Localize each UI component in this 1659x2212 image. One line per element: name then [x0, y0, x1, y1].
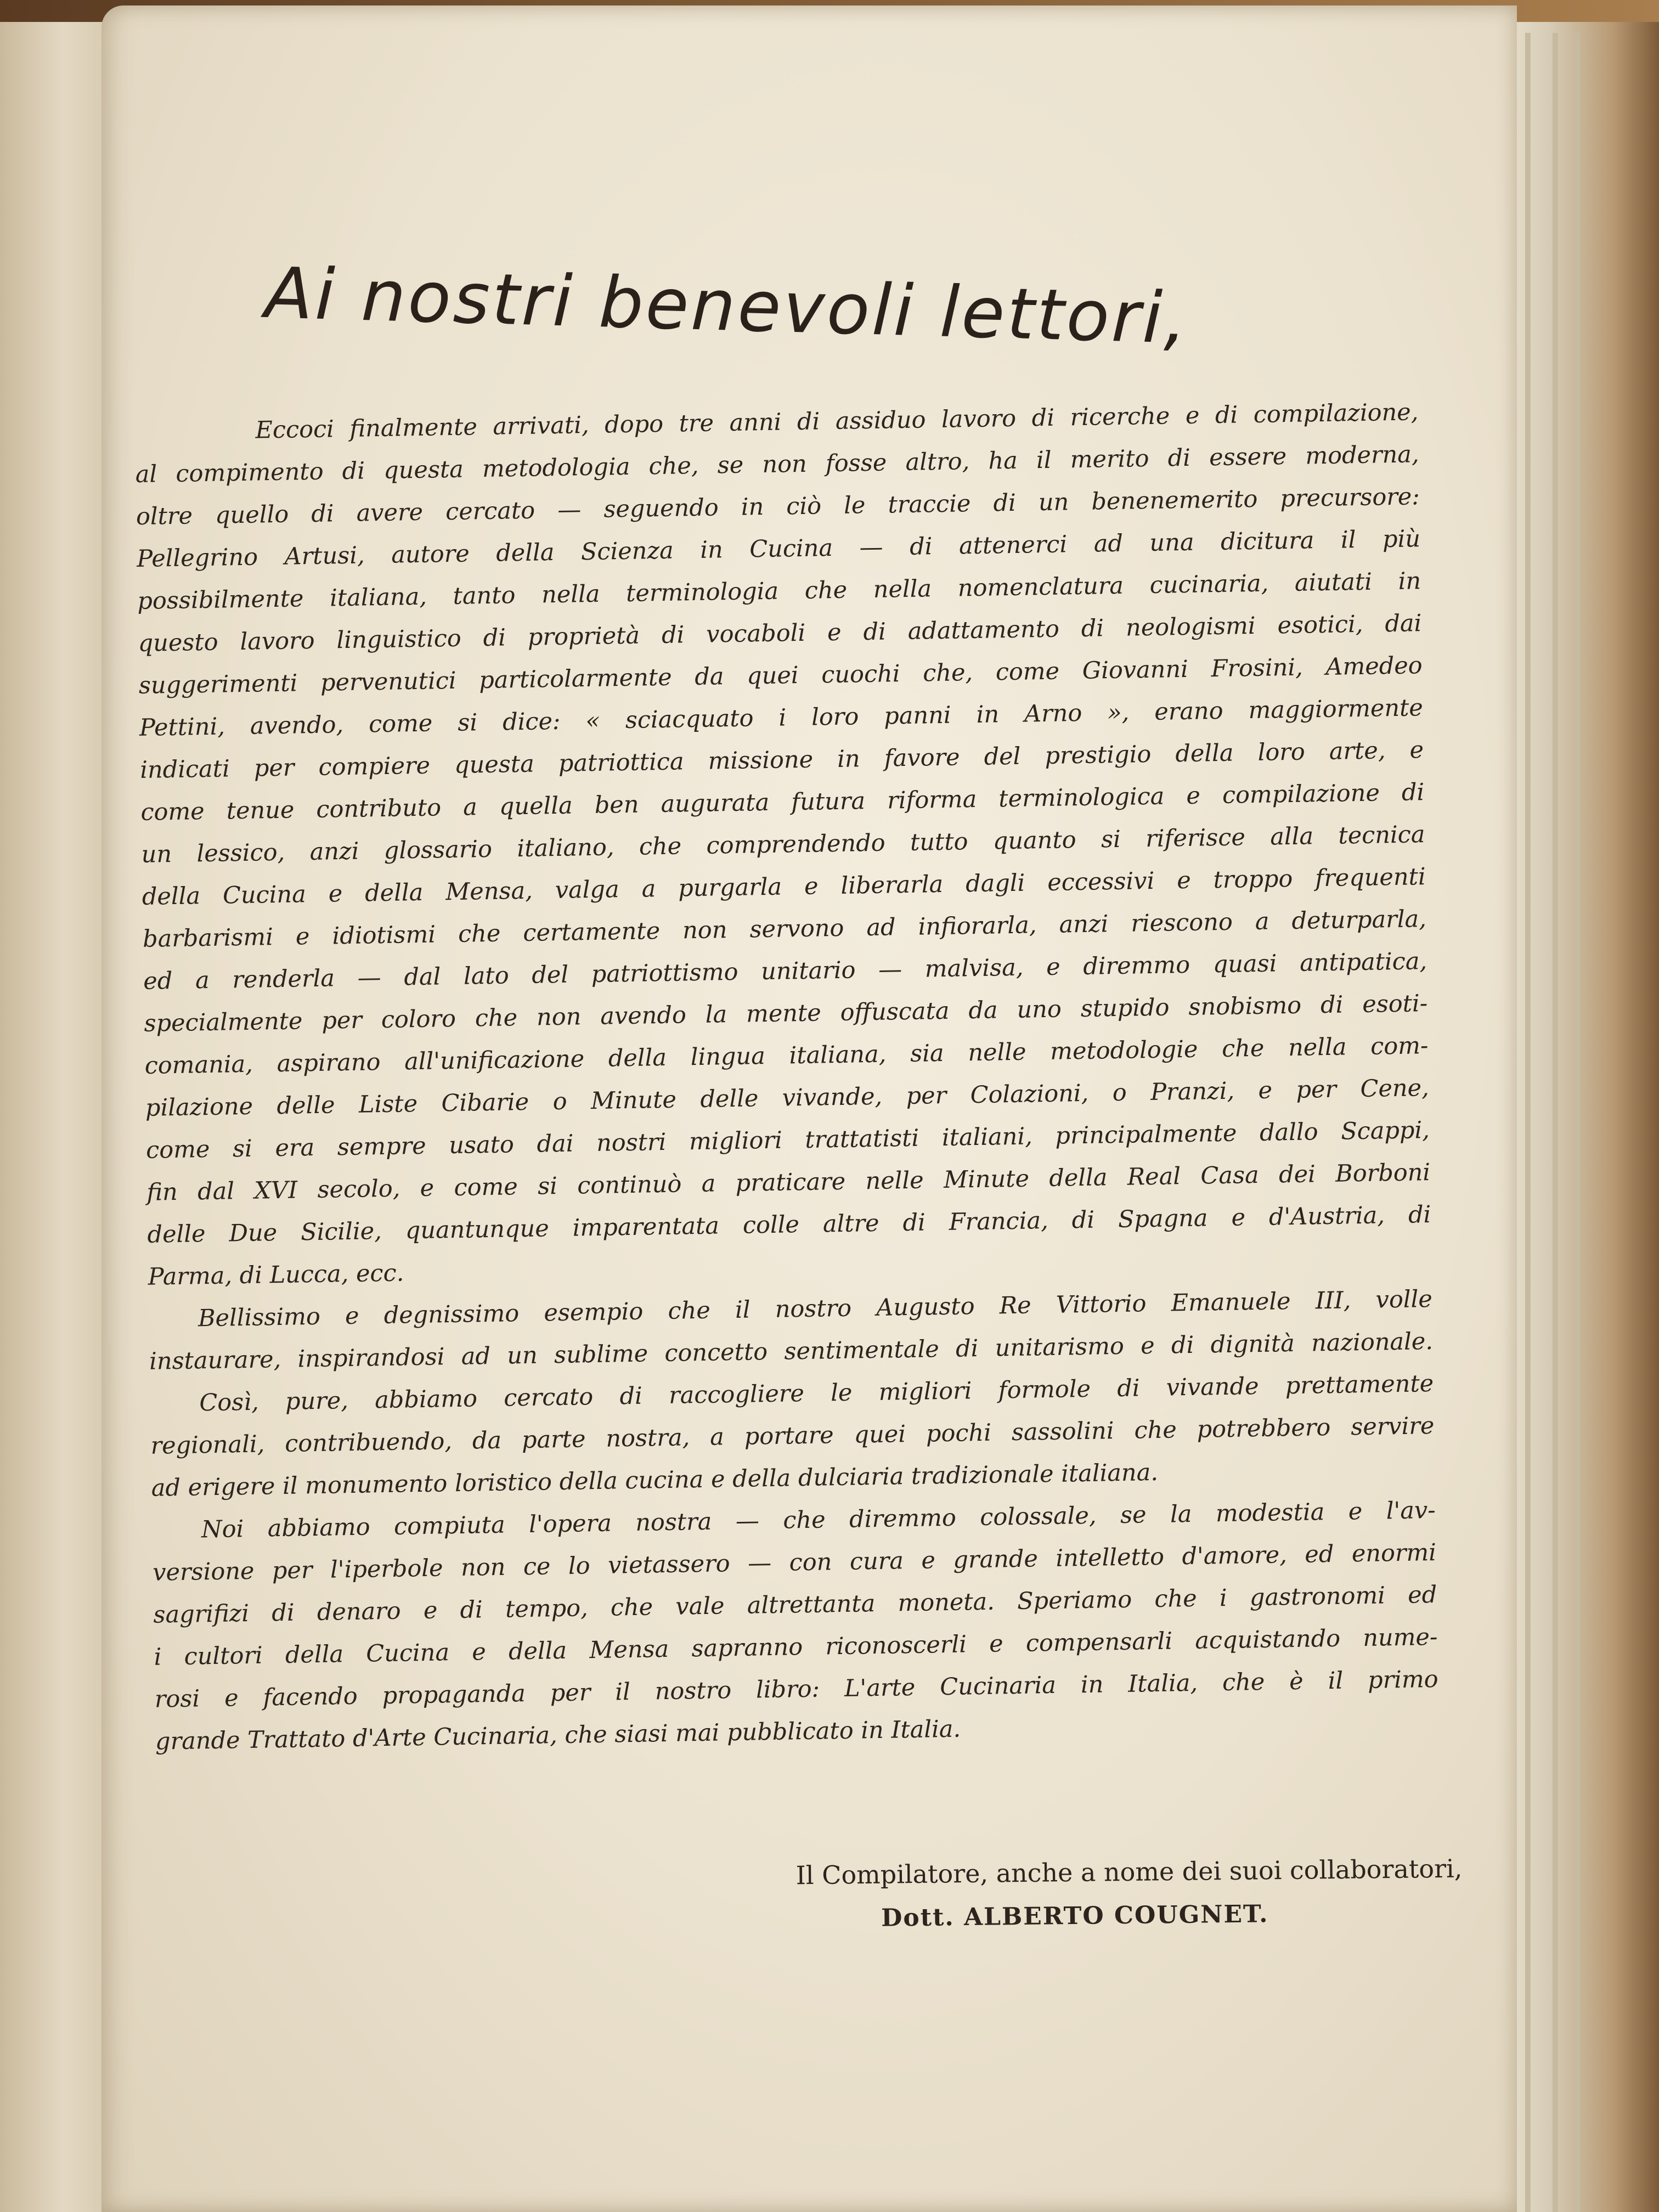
text-line: barbarismi e idiotismi che certamente non servono ad infiorarla, anzi riescono a deturparla,	[142, 905, 1427, 953]
page-edge	[1575, 33, 1580, 2212]
text-line: possibilmente italiana, tanto nella terminologia che nella nomenclatura cucinaria, aiutati in	[137, 567, 1421, 615]
text-line: Così, pure, abbiamo cercato di raccogliere le migliori formole di vivande prettamente	[199, 1370, 1434, 1417]
text-line: sagrifizi di denaro e di tempo, che vale altrettanta moneta. Speriamo che i gastronomi ed	[153, 1581, 1437, 1629]
text-line: ed a renderla — dal lato del patriottismo unitario — malvisa, e diremmo quasi antipatica,	[143, 947, 1427, 995]
signature-line: Il Compilatore, anche a nome dei suoi collaboratori,	[795, 1853, 1463, 1891]
text-line: oltre quello di avere cercato — seguendo in ciò le traccie di un benenemerito precursore:	[136, 483, 1420, 531]
text-line: comania, aspirano all'unificazione della lingua italiana, sia nelle metodologie che nella com-	[144, 1032, 1429, 1080]
text-line: rosi e facendo propaganda per il nostro libro: L'arte Cucinaria in Italia, che è il primo	[154, 1665, 1438, 1713]
signature-block	[710, 1847, 1463, 1942]
text-line: Pellegrino Artusi, autore della Scienza in Cucina — di attenerci ad una dicitura il più	[136, 525, 1421, 573]
paragraph	[151, 1489, 1439, 1763]
right-page-stack	[1503, 22, 1659, 2212]
text-line: della Cucina e della Mensa, valga a purgarla e liberarla dagli eccessivi e troppo frequenti	[142, 863, 1426, 911]
text-line: questo lavoro linguistico di proprietà di vocaboli e di adattamento di neologismi esotici, dai	[138, 610, 1422, 657]
text-line: un lessico, anzi glossario italiano, che comprendendo tutto quanto si riferisce alla tecnica	[141, 821, 1425, 868]
page-title: Ai nostri benevoli lettori,	[263, 252, 1190, 360]
text-line: Parma, di Lucca, ecc.	[148, 1259, 404, 1291]
text-line: Noi abbiamo compiuta l'opera nostra — che diremmo colossale, se la modestia e l'av-	[201, 1496, 1436, 1544]
text-line: come tenue contributo a quella ben augurata futura riforma terminologica e compilazione di	[140, 778, 1425, 826]
text-line: ad erigere il monumento loristico della cucina e della dulciaria tradizionale italiana.	[151, 1458, 1159, 1502]
text-line: come si era sempre usato dai nostri migliori trattatisti italiani, principalmente dallo Scappi,	[145, 1116, 1430, 1164]
text-line: Eccoci finalmente arrivati, dopo tre anni di assiduo lavoro di ricerche e di compilazione,	[255, 398, 1419, 444]
text-line: al compimento di questa metodologia che, se non fosse altro, ha il merito di essere moderna,	[135, 441, 1419, 488]
text-line: pilazione delle Liste Cibarie o Minute delle vivande, per Colazioni, o Pranzi, e per Cene,	[145, 1074, 1430, 1122]
text-line: instaurare, inspirandosi ad un sublime concetto sentimentale di unitarismo e di dignità nazionale.	[149, 1328, 1434, 1375]
text-line: specialmente per coloro che non avendo la mente offuscata da uno stupido snobismo di esoti-	[144, 990, 1428, 1037]
text-line: Pettini, avendo, come si dice: « sciacquato i loro panni in Arno », erano maggiormente	[139, 694, 1424, 742]
text-line: indicati per compiere questa patriottica missione in favore del prestigio della loro arte, e	[139, 736, 1424, 784]
text-line: delle Due Sicilie, quantunque imparentata colle altre di Francia, di Spagna e d'Austria, di	[147, 1201, 1431, 1249]
page-edge	[1553, 33, 1558, 2212]
text-line: suggerimenti pervenutici particolarmente da quei cuochi che, come Giovanni Frosini, Amedeo	[138, 652, 1423, 699]
signature-name: Dott. ALBERTO COUGNET.	[881, 1900, 1269, 1932]
letter-body	[134, 391, 1439, 1763]
paragraph	[134, 391, 1432, 1299]
text-line: fin dal XVI secolo, e come si continuò a praticare nelle Minute della Real Casa dei Borboni	[146, 1159, 1431, 1206]
book-page	[101, 5, 1517, 2212]
text-line: regionali, contribuendo, da parte nostra, a portare quei pochi sassolini che potrebbero servire	[150, 1412, 1435, 1460]
paragraph	[150, 1363, 1435, 1510]
text-line: grande Trattato d'Arte Cucinaria, che siasi mai pubblicato in Italia.	[155, 1715, 961, 1756]
page-edge	[1525, 33, 1531, 2212]
text-line: i cultori della Cucina e della Mensa sapranno riconoscerli e compensarli acquistando nume-	[154, 1623, 1438, 1671]
text-line: versione per l'iperbole non ce lo vietassero — con cura e grande intelletto d'amore, ed enormi	[152, 1538, 1437, 1587]
left-page-edge	[0, 22, 108, 2212]
text-line: Bellissimo e degnissimo esempio che il nostro Augusto Re Vittorio Emanuele III, volle	[198, 1285, 1433, 1333]
